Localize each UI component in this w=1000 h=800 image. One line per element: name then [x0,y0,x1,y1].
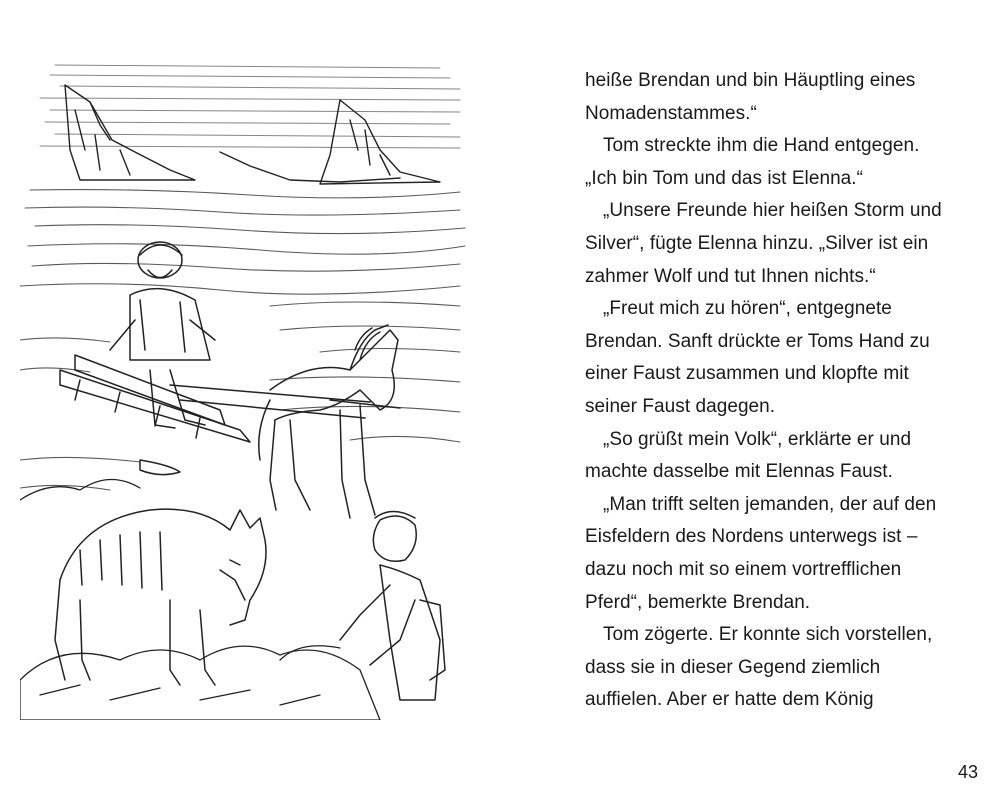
text-line: seiner Faust dagegen. [585,395,776,417]
boy-figure [340,512,445,701]
text-line: Silver“, fügte Elenna hinzu. „Silver ist ein [585,232,929,254]
man-figure [110,242,215,428]
sketch-illustration-icon [20,40,470,720]
sled [60,355,250,475]
text-line: zahmer Wolf und tut Ihnen nichts.“ [585,265,876,287]
book-illustration [20,40,470,720]
text-line: „Ich bin Tom und das ist Elenna.“ [585,167,864,189]
text-line: Nomadenstammes.“ [585,102,757,124]
text-line: „Unsere Freunde hier heißen Storm und [603,200,942,222]
text-line: Pferd“, bemerkte Brendan. [585,591,811,613]
text-line: „Man trifft selten jemanden, der auf den [603,493,937,515]
text-line: Tom streckte ihm die Hand entgegen. [603,135,920,157]
horse-figure [170,325,400,518]
text-line: „So grüßt mein Volk“, erklärte er und [603,428,912,450]
text-line: machte dasselbe mit Elennas Faust. [585,461,893,483]
text-line: dazu noch mit so einem vortrefflichen [585,558,902,580]
text-line: „Freut mich zu hören“, entgegnete [603,298,892,320]
text-line: heiße Brendan und bin Häuptling eines [585,70,916,91]
text-line: auffielen. Aber er hatte dem König [585,689,874,711]
text-line: Brendan. Sanft drückte er Toms Hand zu [585,330,930,352]
text-line: Eisfeldern des Nordens unterwegs ist – [585,526,918,548]
wolf-figure [55,509,266,685]
foreground-rocks [20,479,380,720]
sky-lines [40,65,460,148]
text-line: dass sie in dieser Gegend ziemlich [585,656,881,678]
body-text [585,65,985,717]
page-number: 43 [957,762,978,782]
text-line: einer Faust zusammen und klopfte mit [585,363,909,385]
text-line: Tom zögerte. Er konnte sich vorstellen, [603,624,933,646]
